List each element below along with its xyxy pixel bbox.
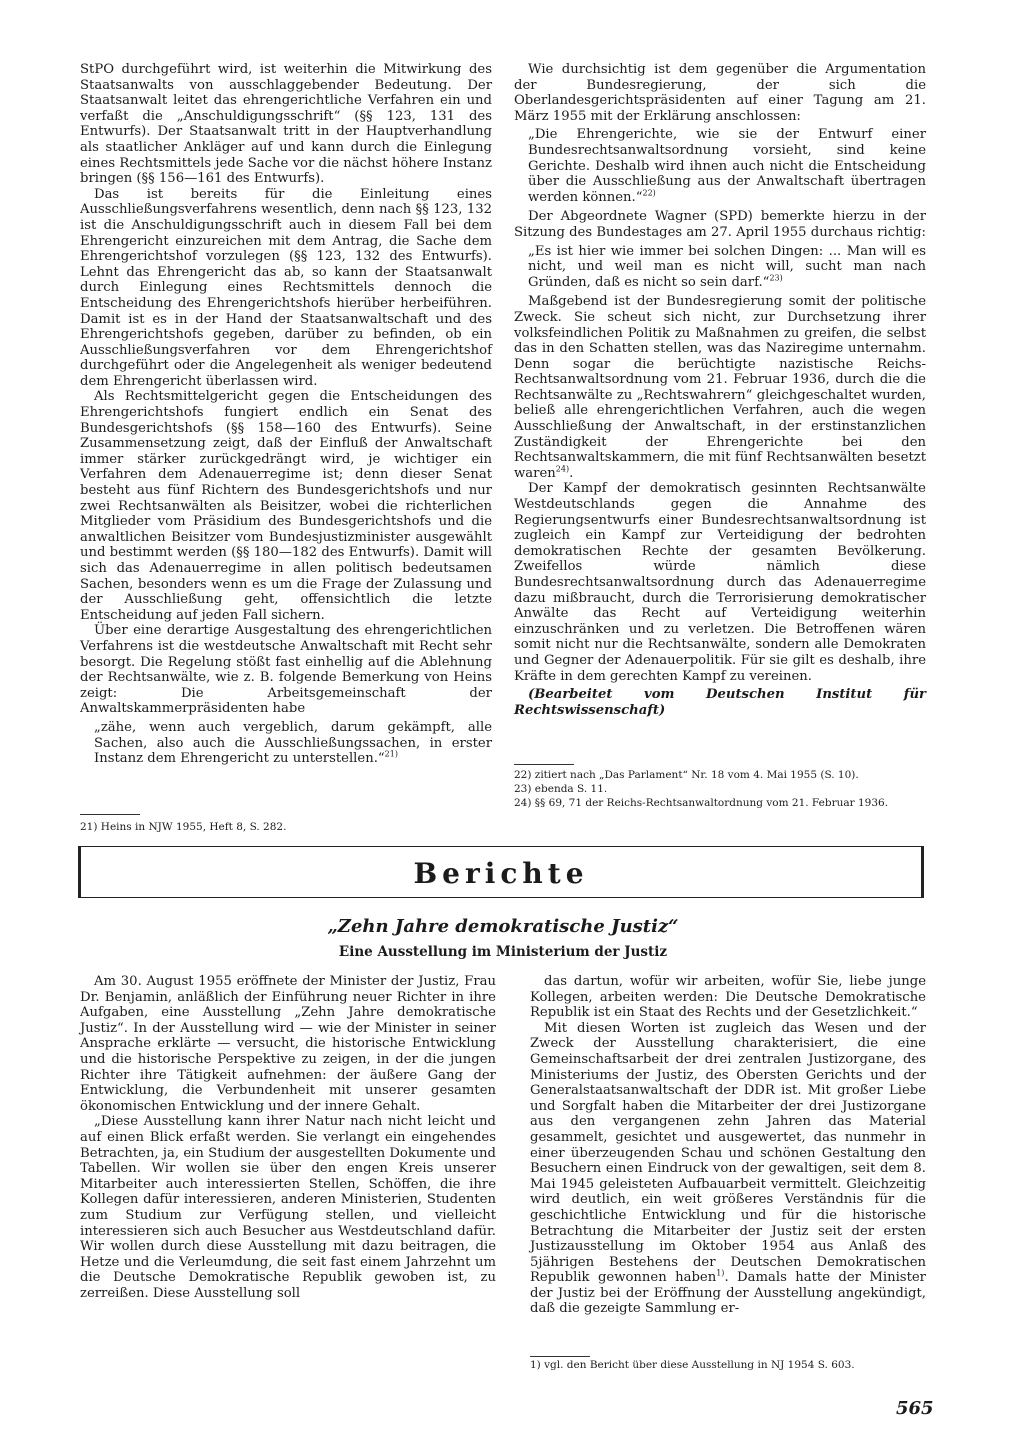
paragraph: Maßgebend ist der Bundesregierung somit der politische Zweck. Sie scheut sich nicht, zur Durchsetzung ihrer volksfeindlichen Politik zu Maßnahmen zu greifen, die selbst das in den Schatten stellen, was das Naziregime unternahm. Denn sogar die berüchtigte nazistische Reichs-Rechtsanwaltsordnung vom 21. Februar 1936, durch die die Rechtsanwälte zu „Rechtswahrern“ gleichgeschaltet wurden, beließ alle ehrengerichtlichen Verfahren, auch die wegen Ausschließung der Anwaltschaft, in der erstinstanzlichen Zuständigkeit der Ehrengerichte bei den Rechtsanwaltskammern, die mit fünf Rechtsanwälten besetzt waren$^{24)}$. <box>514 294 926 481</box>
paragraph: Wie durchsichtig ist dem gegenüber die Argumentation der Bundesregierung, der sich die Oberlandesgerichtspräsidenten auf einer Tagung am 21. März 1955 mit der Erklärung anschlossen: <box>514 62 926 124</box>
paragraph: das dartun, wofür wir arbeiten, wofür Sie, liebe junge Kollegen, arbeiten werden: Die Deutsche Demokratische Republik ist ein Staat des Rechts und der Gesetzlichkeit.“ <box>530 974 926 1021</box>
paragraph: Der Abgeordnete Wagner (SPD) bemerkte hierzu in der Sitzung des Bundestages am 27. April 1955 durchaus richtig: <box>514 209 926 240</box>
paragraph: Über eine derartige Ausgestaltung des ehrengerichtlichen Verfahrens ist die westdeutsche Anwaltschaft mit Recht sehr besorgt. Die Regelung stößt fast einhellig auf die Ablehnung der Rechtsanwälte, wie z. B. folgende Bemerkung von Heins zeigt: Die Arbeitsgemeinschaft der Anwaltskammerpräsidenten habe <box>80 623 492 717</box>
footnote: 23) ebenda S. 11. <box>514 783 608 795</box>
footnote: 24) §§ 69, 71 der Reichs-Rechtsanwaltordnung vom 21. Februar 1936. <box>514 797 889 809</box>
footnote-top-left <box>80 820 492 834</box>
paragraph: Am 30. August 1955 eröffnete der Minister der Justiz, Frau Dr. Benjamin, anläßlich der Einführung neuer Richter in ihre Aufgaben, eine Ausstellung „Zehn Jahre demokratische Justiz“. In der Ausstellung wird — wie der Minister in seiner Ansprache erklärte — versucht, die historische Entwicklung und die historische Perspektive zu zeigen, in der die jungen Richter ihre Tätigkeit aufnehmen: der äußere Gang der Entwicklung, die Verbundenheit mit unserer gesamten ökonomischen Entwicklung und der innere Gehalt. <box>80 974 496 1114</box>
footnote-ref: 21) <box>384 749 398 759</box>
column-bottom-right <box>530 974 926 1317</box>
paragraph-text: Maßgebend ist der Bundesregierung somit der politische Zweck. Sie scheut sich nicht, zur Durchsetzung ihrer volksfeindlichen Politik zu Maßnahmen zu greifen, die selbst das in den Schatten stellen, was das Naziregime unternahm. Denn sogar die berüchtigte nazistische Reichs-Rechtsanwaltsordnung vom 21. Februar 1936, durch die die Rechtsanwälte zu „Rechtswahrern“ gleichgeschaltet wurden, beließ alle ehrengerichtlichen Verfahren, auch die wegen Ausschließung der Anwaltschaft, in der erstinstanzlichen Zuständigkeit der Ehrengerichte bei den Rechtsanwaltskammern, die mit fünf Rechtsanwälten besetzt waren <box>514 294 926 481</box>
footnote-ref: 1) <box>716 1268 725 1278</box>
quotation-text: „Die Ehrengerichte, wie sie der Entwurf einer Bundesrechtsanwaltsordnung vorsieht, sind keine Gerichte. Deshalb wird ihnen auch nicht die Entscheidung über die Ausschließung aus der Anwaltschaft übertragen werden können.“ <box>528 127 926 205</box>
footnote-rule <box>80 814 140 815</box>
paragraph <box>530 1021 926 1317</box>
footnote-rule <box>530 1356 590 1357</box>
paragraph-text-tail: . Damals hatte der Minister der Justiz bei der Eröffnung der Ausstellung angekündigt, daß die gezeigte Sammlung er- <box>530 1270 926 1317</box>
paragraph: Der Kampf der demokratisch gesinnten Rechtsanwälte Westdeutschlands gegen die Annahme des Regierungsentwurfs einer Bundesrechtsanwaltsordnung ist zugleich ein Kampf zur Verteidigung der bedrohten demokratischen Rechte der gesamten Bevölkerung. Zweifellos würde nämlich diese Bundesrechtsanwaltsordnung durch das Adenauerregime dazu mißbraucht, durch die Terrorisierung demokratischer Anwälte das Recht auf Verteidigung weiterhin einzuschränken und zu verletzen. Die Betroffenen wären somit nicht nur die Rechtsanwälte, sondern alle Demokraten und Gegner der Adenauerpolitik. Für sie gilt es deshalb, ihre Kräfte in dem gerechten Kampf zu vereinen. <box>514 481 926 684</box>
paragraph-text: Mit diesen Worten ist zugleich das Wesen und der Zweck der Ausstellung charakterisiert, die eine Gemeinschaftsarbeit der drei zentralen Justizorgane, des Ministeriums der Justiz, des Obersten Gerichts und der Generalstaatsanwaltschaft der DDR ist. Mit großer Liebe und Sorgfalt haben die Mitarbeiter der drei Justizorgane aus den vergangenen zehn Jahren das Material gesammelt, gesichtet und ausgewertet, das nunmehr in einer überzeugenden Schau und schönen Gestaltung den Besuchern einen Eindruck von der gewaltigen, seit dem 8. Mai 1945 geleisteten Aufbauarbeit vermittelt. Gleichzeitig wird deutlich, ein weit größeres Verständnis für die geschichtliche Entwicklung und für die historische Betrachtung die Mitarbeiter der Justiz seit der ersten Justizausstellung im Oktober 1954 aus Anlaß des 5jährigen Bestehens der Deutschen Demokratischen Republik gewonnen haben <box>530 1020 926 1286</box>
quotation <box>528 127 926 205</box>
paragraph: „Diese Ausstellung kann ihrer Natur nach nicht leicht und auf einen Blick erfaßt werden. Sie verlangt ein eingehendes Betrachten, ja, ein Studium der ausgestellten Dokumente und Tabellen. Wir wollen sie über den engen Kreis unserer Mitarbeiter auch interessierten Stellen, Schöffen, die ihre Kollegen dafür interessieren, anderen Ministerien, Studenten zum Studium zur Verfügung stellen, und vielleicht interessieren sich auch Besucher aus Westdeutschland dafür. Wir wollen durch diese Ausstellung mit dazu beitragen, die Hetze und die Verleumdung, die seit fast einem Jahrzehnt um die Deutsche Demokratische Republik gewoben ist, zu zerreißen. Diese Ausstellung soll <box>80 1114 496 1301</box>
paragraph: Das ist bereits für die Einleitung eines Ausschließungsverfahrens wesentlich, denn nach §§ 123, 132 ist die Anschuldigungsschrift auch in diesem Fall bei dem Ehrengericht einzureichen mit dem Antrag, die Sache dem Ehrengerichtshof vorzulegen (§§ 123, 132 des Entwurfs). Lehnt das Ehrengericht das ab, so kann der Staatsanwalt durch Einlegung eines Rechtsmittels dennoch die Entscheidung des Ehrengerichtshofs hierüber herbeiführen. Damit ist es in der Hand der Staatsanwaltschaft und des Ehrengerichtshofs gegeben, darüber zu befinden, ob ein Ausschließungsverfahren vor dem Ehrengerichtshof durchgeführt oder die Angelegenheit als weniger bedeutend dem Ehrengericht überlassen wird. <box>80 186 492 389</box>
footnote-ref: 23) <box>769 273 783 283</box>
footnote: 22) zitiert nach „Das Parlament“ Nr. 18 vom 4. Mai 1955 (S. 10). <box>514 769 859 781</box>
column-bottom-left <box>80 974 496 1301</box>
footnote-bottom-right <box>530 1358 926 1372</box>
footnote-ref: 22) <box>642 188 656 198</box>
quotation <box>528 244 926 291</box>
quotation <box>94 720 492 767</box>
column-top-left <box>80 62 492 771</box>
paragraph: Als Rechtsmittelgericht gegen die Entscheidungen des Ehrengerichtshofs fungiert endlich ein Senat des Bundesgerichtshofs (§§ 158—160 des Entwurfs). Seine Zusammensetzung zeigt, daß der Einfluß der Anwaltschaft immer stärker zurückgedrängt wird, je wichtiger ein Verfahren dem Adenauerregime ist; denn dieser Senat besteht aus fünf Richtern des Bundesgerichtshofs und nur zwei Rechtsanwälten als Beisitzer, wobei die richterlichen Mitglieder vom Präsidium des Bundesgerichtshofs und die anwaltlichen Beisitzer vom Bundesjustizminister ausgewählt und bestimmt werden (§§ 180—182 des Entwurfs). Damit will sich das Adenauerregime in allen politisch bedeutsamen Sachen, besonders wenn es um die Frage der Zulassung und der Ausschließung geht, offensichtlich die letzte Entscheidung auf jeden Fall sichern. <box>80 389 492 623</box>
column-top-right <box>514 62 926 718</box>
article-subtitle: Eine Ausstellung im Ministerium der Justiz <box>338 944 668 960</box>
footnotes-top-right <box>514 768 926 810</box>
footnote-rule <box>514 764 574 765</box>
section-title: Berichte <box>413 857 589 890</box>
footnote: 1) vgl. den Bericht über diese Ausstellung in NJ 1954 S. 603. <box>530 1359 855 1371</box>
quotation-text: „zähe, wenn auch vergeblich, darum gekämpft, alle Sachen, also auch die Ausschließungssachen, in erster Instanz dem Ehrengericht zu unterstellen.“ <box>94 719 492 767</box>
article-title: „Zehn Jahre demokratische Justiz“ <box>327 916 679 937</box>
footnote: 21) Heins in NJW 1955, Heft 8, S. 282. <box>80 821 287 833</box>
paragraph: StPO durchgeführt wird, ist weiterhin die Mitwirkung des Staatsanwalts von ausschlaggebender Bedeutung. Der Staatsanwalt leitet das ehrengerichtliche Verfahren ein und verfaßt die „Anschuldigungsschrift“ (§§ 123, 131 des Entwurfs). Der Staatsanwalt tritt in der Hauptverhandlung als staatlicher Ankläger auf und kann durch die Einlegung eines Rechtsmittels jede Sache vor die nächst höhere Instanz bringen (§§ 156—161 des Entwurfs). <box>80 62 492 187</box>
quotation-text: „Es ist hier wie immer bei solchen Dingen: ... Man will es nicht, und weil man es nicht will, sucht man nach Gründen, daß es nicht so sein darf.“ <box>528 243 926 290</box>
section-header-box <box>78 846 924 898</box>
footnote-ref: 24) <box>555 464 570 474</box>
credit-line: (Bearbeitet vom Deutschen Institut für Rechtswissenschaft) <box>514 687 926 718</box>
page-number: 565 <box>896 1398 934 1419</box>
